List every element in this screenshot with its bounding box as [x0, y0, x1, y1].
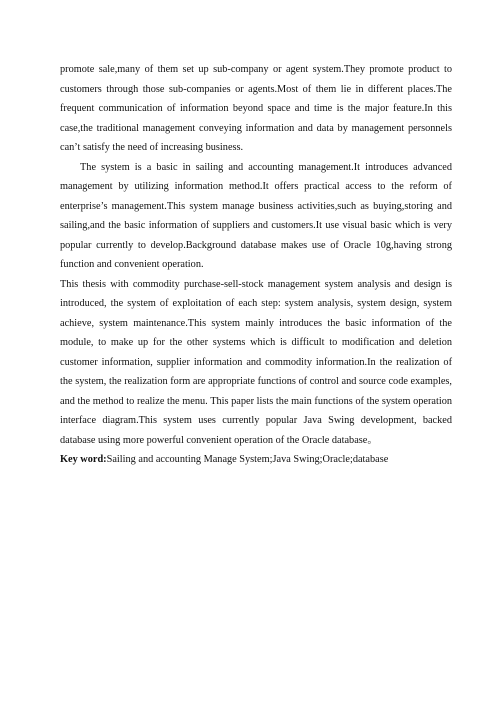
- keywords-text: Sailing and accounting Manage System;Java Swing;Oracle;database: [106, 454, 389, 465]
- paragraph-intro-continuation: promote sale,many of them set up sub-company or agent system.They promote product to customers through those sub-companies or agents.Most of them lie in different places.The frequent communication of information beyond space and time is the major feature.In this case,the traditional management conveying information and data by management personnels can’t satisfy the need of increasing business.: [60, 64, 452, 153]
- paragraph-thesis-summary: This thesis with commodity purchase-sell-stock management system analysis and design is introduced, the system of exploitation of each step: system analysis, system design, system achieve, system maintenance.This system mainly introduces the basic information of the module, to make up for the other systems which is difficult to modification and deletion customer information, supplier information and commodity information.In the realization of the system, the realization form are appropriate functions of control and source code examples, and the method to realize the menu. This paper lists the main functions of the system operation interface diagram.This system uses currently popular Java Swing development, backed database using more powerful convenient operation of the Oracle database。: [60, 278, 452, 446]
- keywords-label: Key word:: [60, 454, 107, 465]
- document-page: [60, 60, 452, 470]
- paragraph-system-overview: The system is a basic in sailing and accounting management.It introduces advanced management by utilizing information method.It offers practical access to the reform of enterprise’s management.This system manage business activities,such as buying,storing and sailing,and the basic information of suppliers and customers.It use visual basic which is very popular currently to develop.Background database makes use of Oracle 10g,having strong function and convenient operation.: [60, 161, 452, 270]
- keywords-line: [60, 450, 452, 470]
